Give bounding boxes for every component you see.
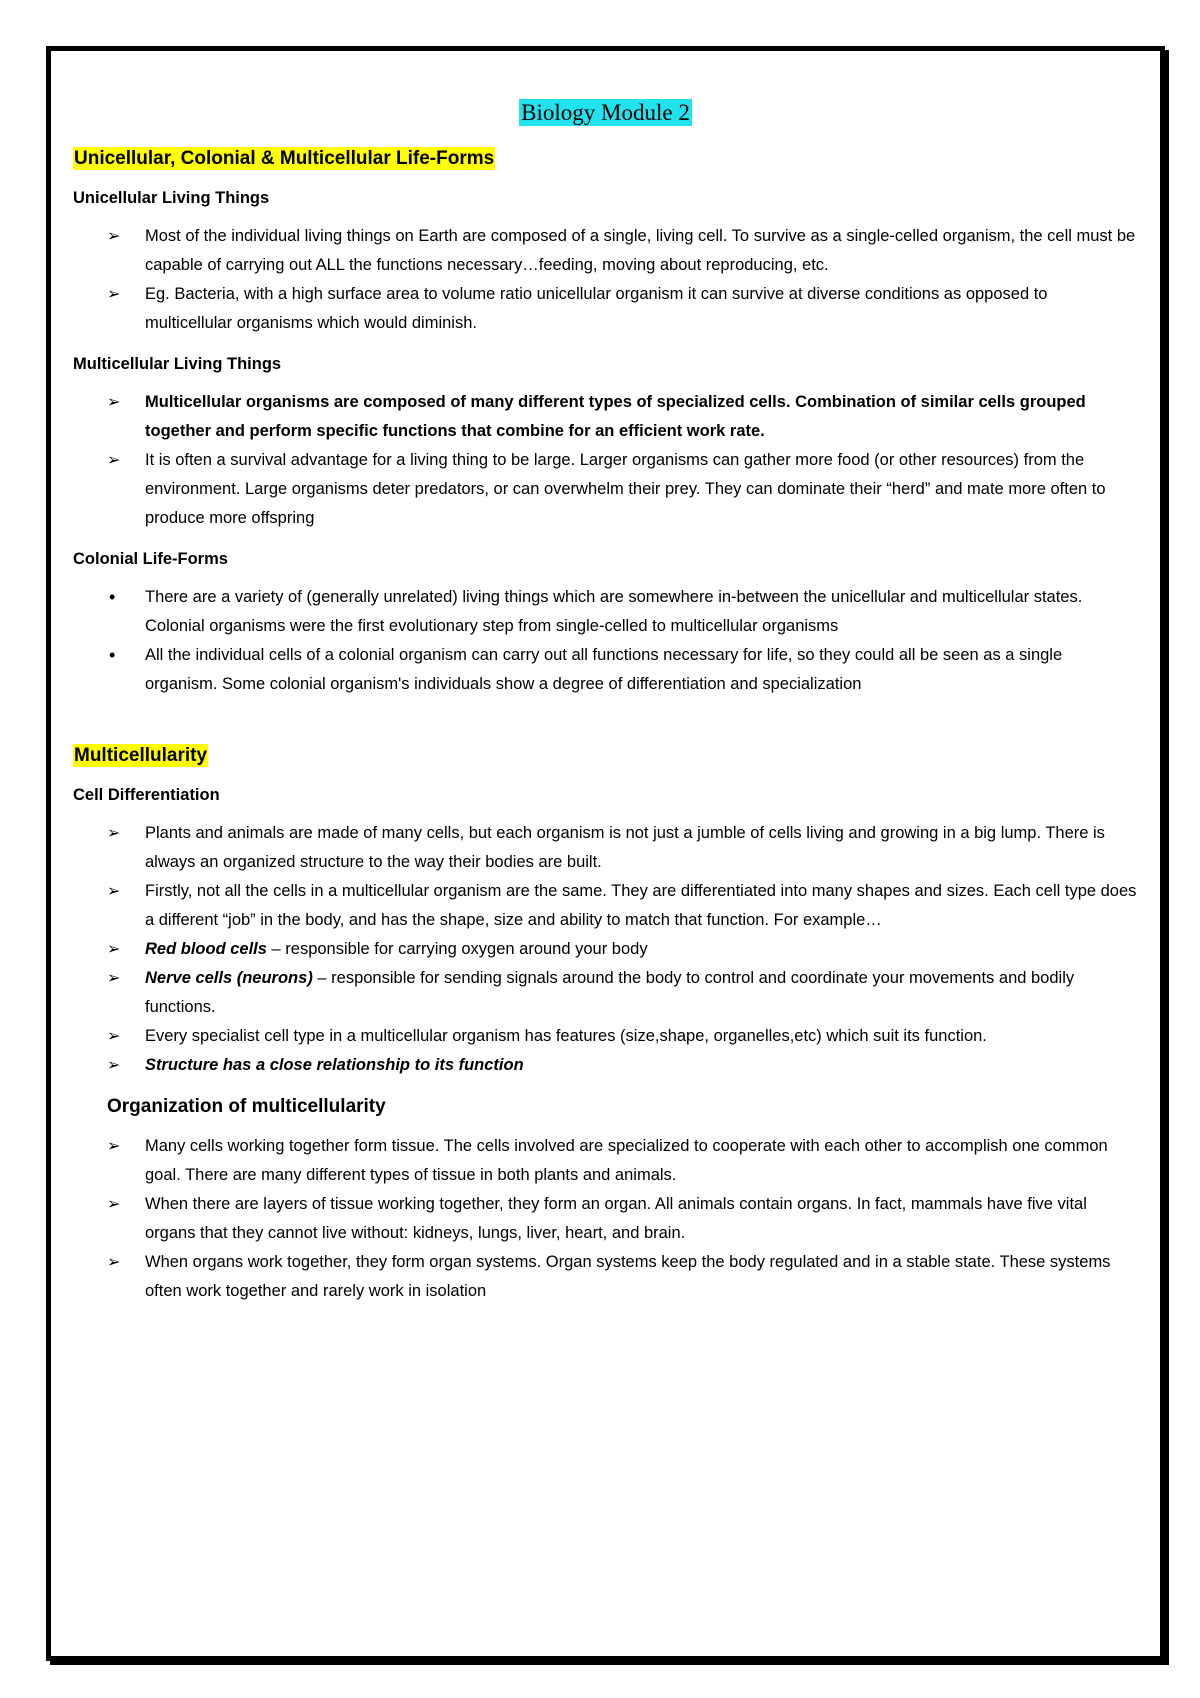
arrow-bullet-icon: ➢ [107,452,121,469]
subheading-colonial: Colonial Life-Forms [73,550,228,568]
list-item: ➢ Every specialist cell type in a multicellular organism has features (size,shape, organelles,etc) which suit its function. [73,1022,1138,1051]
multicellular-list [73,388,1138,533]
list-item [73,1051,1138,1080]
structure-function-statement: Structure has a close relationship to its function [145,1056,524,1074]
section-heading-multicellularity: Multicellularity [74,745,208,766]
list-item: ➢ Nerve cells (neurons) – responsible for sending signals around the body to control and coordinate your movements and bodily functions. [73,964,1138,1022]
differentiation-list [73,819,1138,1080]
list-item: • There are a variety of (generally unrelated) living things which are somewhere in-between the unicellular and multicellular states. Colonial organisms were the first evolutionary step from single-celled to multicellular organisms [73,583,1138,641]
arrow-bullet-icon: ➢ [107,970,121,987]
subheading-organization: Organization of multicellularity [107,1096,386,1117]
unicellular-list [73,222,1138,338]
list-item: ➢ Firstly, not all the cells in a multicellular organism are the same. They are differentiated into many shapes and sizes. Each cell type does a different “job” in the body, and has the shape, size and ability to match that function. For example… [73,877,1138,935]
document-title: Biology Module 2 [521,100,690,125]
arrow-bullet-icon: ➢ [107,1196,121,1213]
list-item: ➢ Red blood cells – responsible for carrying oxygen around your body [73,935,1138,964]
arrow-bullet-icon: ➢ [107,941,121,958]
arrow-bullet-icon: ➢ [107,883,121,900]
arrow-bullet-icon: ➢ [107,228,121,245]
list-item: ➢ When there are layers of tissue working together, they form an organ. All animals contain organs. In fact, mammals have five vital organs that they cannot live without: kidneys, lungs, liver, heart, and brain. [73,1190,1138,1248]
organization-list [73,1132,1138,1306]
list-item: ➢ Plants and animals are made of many cells, but each organism is not just a jumble of cells living and growing in a big lump. There is always an organized structure to the way their bodies are built. [73,819,1138,877]
list-item: ➢ Many cells working together form tissue. The cells involved are specialized to cooperate with each other to accomplish one common goal. There are many different types of tissue in both plants and animals. [73,1132,1138,1190]
dot-bullet-icon: • [109,587,116,607]
list-item: ➢ It is often a survival advantage for a living thing to be large. Larger organisms can gather more food (or other resources) from the environment. Large organisms deter predators, or can overwhelm their prey. They can dominate their “herd” and mate more often to produce more offspring [73,446,1138,533]
colonial-list [73,583,1138,699]
subheading-cell-differentiation: Cell Differentiation [73,786,220,804]
list-item: ➢ Eg. Bacteria, with a high surface area to volume ratio unicellular organism it can survive at diverse conditions as opposed to multicellular organisms which would diminish. [73,280,1138,338]
document-page [73,98,1138,1320]
list-item: ➢ Most of the individual living things on Earth are composed of a single, living cell. To survive as a single-celled organism, the cell must be capable of carrying out ALL the functions necessary…feeding, moving about reproducing, etc. [73,222,1138,280]
arrow-bullet-icon: ➢ [107,1254,121,1271]
arrow-bullet-icon: ➢ [107,286,121,303]
subheading-multicellular: Multicellular Living Things [73,355,282,373]
section-heading-life-forms: Unicellular, Colonial & Multicellular Life-Forms [74,148,495,169]
list-item: ➢ When organs work together, they form organ systems. Organ systems keep the body regulated and in a stable state. These systems often work together and rarely work in isolation [73,1248,1138,1306]
arrow-bullet-icon: ➢ [107,1138,121,1155]
nerve-cells-term: Nerve cells (neurons) [145,969,313,987]
list-item: • All the individual cells of a colonial organism can carry out all functions necessary for life, so they could all be seen as a single organism. Some colonial organism's individuals show a degree of differentiation and specialization [73,641,1138,699]
list-item: ➢ Multicellular organisms are composed of many different types of specialized cells. Combination of similar cells grouped together and perform specific functions that combine for an efficient work rate. [73,388,1138,446]
dot-bullet-icon: • [109,645,116,665]
arrow-bullet-icon: ➢ [107,1028,121,1045]
arrow-bullet-icon: ➢ [107,1057,121,1074]
red-blood-cells-term: Red blood cells [145,940,267,958]
arrow-bullet-icon: ➢ [107,394,121,411]
subheading-unicellular: Unicellular Living Things [73,189,270,207]
arrow-bullet-icon: ➢ [107,825,121,842]
